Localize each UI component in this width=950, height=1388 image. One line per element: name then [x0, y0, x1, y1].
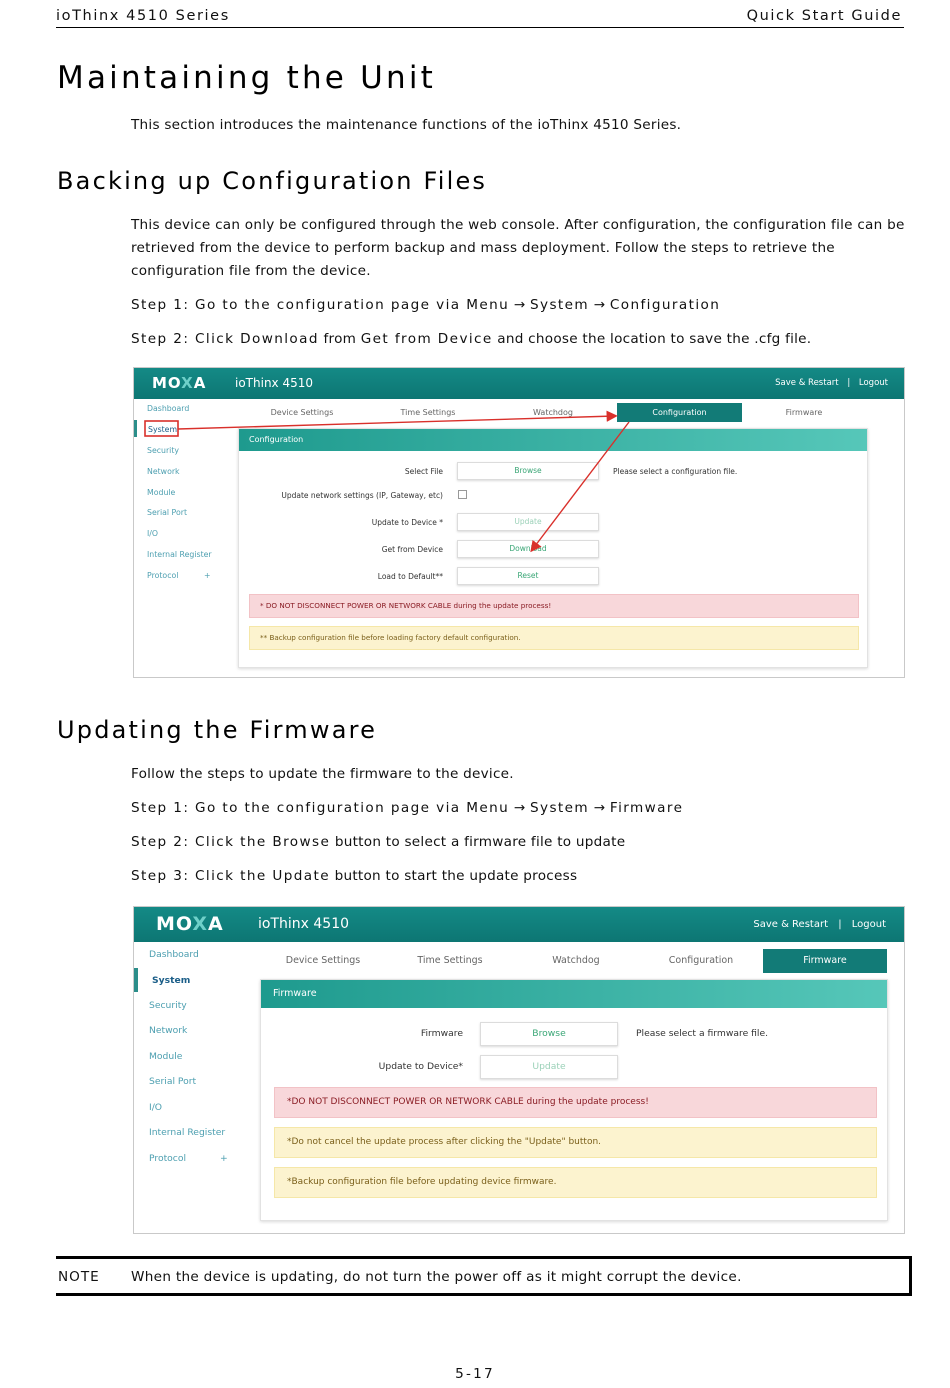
- backup-paragraph: [131, 214, 906, 283]
- update-to-device-label: Update to Device*: [378, 1061, 463, 1072]
- section-title-backup: Backing up Configuration Files: [57, 167, 488, 195]
- sidebar-item-protocol[interactable]: Protocol: [149, 1153, 187, 1164]
- section-title-firmware: Updating the Firmware: [57, 716, 378, 744]
- note-label: NOTE: [58, 1269, 100, 1285]
- sidebar-item-internal-register[interactable]: Internal Register: [147, 550, 212, 559]
- select-file-hint: Please select a configuration file.: [613, 467, 738, 476]
- page-number: 5-17: [455, 1366, 495, 1382]
- download-button[interactable]: Download: [457, 540, 599, 558]
- web-console-topbar: [134, 907, 904, 942]
- update-to-device-label: Update to Device *: [371, 518, 443, 527]
- backup-line-1: This device can only be configured through the web console. After configuration, the configuration file can be: [131, 217, 905, 233]
- sidebar-item-module[interactable]: Module: [147, 488, 176, 497]
- browse-button[interactable]: Browse: [480, 1022, 618, 1046]
- tab-configuration[interactable]: Configuration: [668, 955, 734, 966]
- panel-header: [261, 980, 887, 1008]
- sidebar-item-security[interactable]: Security: [147, 446, 180, 455]
- sidebar-item-security[interactable]: Security: [149, 1000, 187, 1011]
- sidebar-item-network[interactable]: Network: [149, 1025, 188, 1036]
- header-series: ioThinx 4510 Series: [56, 8, 230, 24]
- disconnect-warning: * DO NOT DISCONNECT POWER OR NETWORK CABLE during the update process!: [249, 594, 859, 618]
- panel-title: Firmware: [273, 988, 317, 999]
- backup-line-3: configuration file from the device.: [131, 263, 371, 279]
- browse-button[interactable]: Browse: [457, 462, 599, 480]
- panel-title: Configuration: [249, 435, 304, 444]
- firmware-step-1: Step 1: Go to the configuration page via Menu → System → Firmware: [131, 800, 684, 816]
- sidebar-item-serial-port[interactable]: Serial Port: [147, 508, 187, 517]
- note-text: When the device is updating, do not turn the power off as it might corrupt the device.: [131, 1269, 742, 1285]
- backup-step-2: Step 2: Click Download from Get from Device and choose the location to save the .cfg file.: [131, 331, 812, 347]
- protocol-expand-icon[interactable]: +: [204, 571, 211, 580]
- configuration-screenshot: [133, 367, 905, 678]
- top-links: Save & Restart | Logout: [753, 919, 886, 930]
- firmware-label: Firmware: [420, 1028, 463, 1039]
- protocol-expand-icon[interactable]: +: [220, 1153, 228, 1164]
- section-intro: This section introduces the maintenance functions of the ioThinx 4510 Series.: [131, 117, 682, 133]
- tab-watchdog[interactable]: Watchdog: [552, 955, 600, 966]
- sidebar-item-system[interactable]: System: [152, 975, 191, 986]
- sidebar-item-io[interactable]: I/O: [149, 1102, 163, 1113]
- save-restart-link[interactable]: Save & Restart: [753, 919, 828, 930]
- logout-link[interactable]: Logout: [858, 378, 888, 388]
- arrow-to-download-button: [532, 422, 629, 550]
- product-name: ioThinx 4510: [258, 916, 350, 932]
- firmware-step-2: Step 2: Click the Browse button to select a firmware file to update: [131, 834, 626, 850]
- firmware-intro: Follow the steps to update the firmware to the device.: [131, 766, 514, 782]
- arrow-to-configuration-tab: [178, 416, 615, 429]
- logout-link[interactable]: Logout: [851, 919, 886, 930]
- sidebar-item-dashboard[interactable]: Dashboard: [149, 949, 199, 960]
- sidebar-item-internal-register[interactable]: Internal Register: [149, 1127, 226, 1138]
- section-title-maintaining: Maintaining the Unit: [57, 60, 437, 96]
- top-links: Save & Restart | Logout: [775, 378, 888, 388]
- sidebar-item-serial-port[interactable]: Serial Port: [149, 1076, 197, 1087]
- load-default-label: Load to Default**: [377, 572, 443, 581]
- sidebar-item-protocol[interactable]: Protocol: [147, 571, 179, 580]
- product-name: ioThinx 4510: [235, 376, 314, 390]
- system-highlight-box: [145, 421, 178, 436]
- disconnect-warning: *DO NOT DISCONNECT POWER OR NETWORK CABLE during the update process!: [274, 1087, 877, 1118]
- backup-line-2: retrieved from the device to perform backup and mass deployment. Follow the steps to retrieve the: [131, 240, 835, 256]
- sidebar-item-system[interactable]: System: [148, 425, 178, 434]
- moxa-logo: MOXA: [156, 913, 224, 935]
- header-guide: Quick Start Guide: [746, 8, 902, 24]
- select-firmware-hint: Please select a firmware file.: [636, 1028, 769, 1039]
- running-header: [56, 6, 904, 28]
- tab-firmware[interactable]: Firmware: [785, 408, 823, 417]
- tab-device-settings[interactable]: Device Settings: [285, 955, 361, 966]
- save-restart-link[interactable]: Save & Restart: [775, 378, 839, 388]
- update-button[interactable]: Update: [480, 1055, 618, 1079]
- firmware-step-3: Step 3: Click the Update button to start the update process: [131, 868, 578, 884]
- tab-time-settings[interactable]: Time Settings: [400, 408, 456, 417]
- firmware-screenshot: [133, 906, 905, 1234]
- sidebar-item-io[interactable]: I/O: [147, 529, 159, 538]
- sidebar-item-network[interactable]: Network: [147, 467, 180, 476]
- backup-warning: ** Backup configuration file before loading factory default configuration.: [249, 626, 859, 650]
- select-file-label: Select File: [404, 467, 443, 476]
- update-network-label: Update network settings (IP, Gateway, etc): [281, 491, 443, 500]
- sidebar-selection-bar: [134, 968, 138, 992]
- moxa-logo: MOXA: [152, 374, 207, 392]
- tab-device-settings[interactable]: Device Settings: [270, 408, 334, 417]
- tab-watchdog[interactable]: Watchdog: [533, 408, 573, 417]
- sidebar-item-module[interactable]: Module: [149, 1051, 183, 1062]
- backup-warning: *Backup configuration file before updating device firmware.: [274, 1167, 877, 1198]
- note-box: [56, 1256, 912, 1296]
- tab-configuration[interactable]: Configuration: [617, 403, 742, 422]
- firmware-panel: [260, 979, 888, 1221]
- backup-step-1: Step 1: Go to the configuration page via Menu → System → Configuration: [131, 297, 721, 313]
- reset-button[interactable]: Reset: [457, 567, 599, 585]
- sidebar-item-dashboard[interactable]: Dashboard: [147, 404, 190, 413]
- get-from-device-label: Get from Device: [381, 545, 443, 554]
- tab-time-settings[interactable]: Time Settings: [417, 955, 483, 966]
- update-button[interactable]: Update: [457, 513, 599, 531]
- tab-firmware[interactable]: Firmware: [763, 949, 887, 973]
- cancel-warning: *Do not cancel the update process after clicking the "Update" button.: [274, 1127, 877, 1158]
- annotation-arrows: [134, 368, 905, 678]
